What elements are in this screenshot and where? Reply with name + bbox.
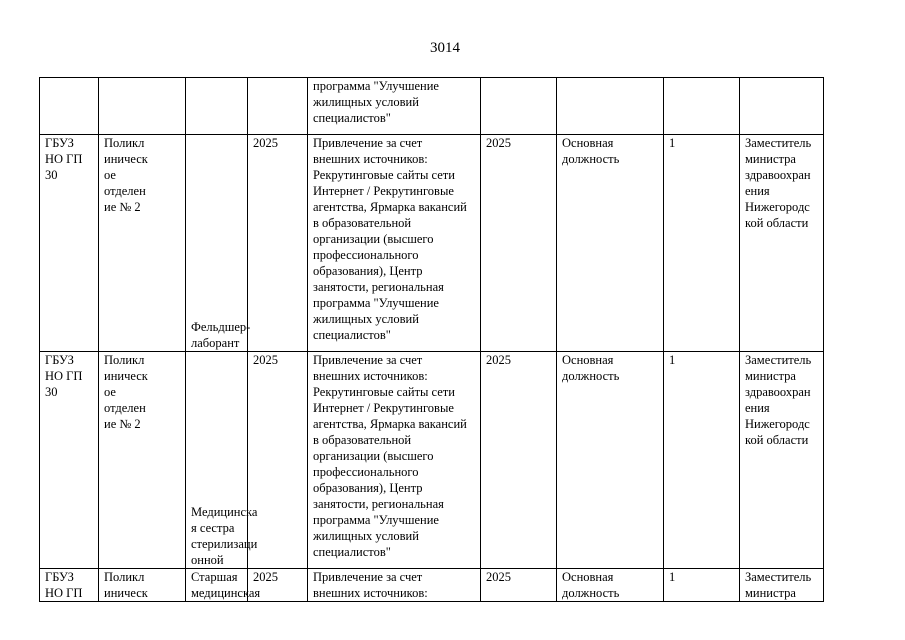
deadline-cell: 2025	[481, 135, 557, 352]
year-cell	[248, 78, 308, 135]
position-cell: Фельдшер- лаборант	[186, 135, 248, 352]
org-cell: ГБУЗ НО ГП 30	[40, 352, 99, 569]
year-cell: 2025	[248, 569, 308, 602]
count-cell: 1	[664, 352, 740, 569]
responsible-cell: Заместитель министра	[740, 569, 824, 602]
staffing-plan-table	[39, 77, 824, 602]
deadline-cell: 2025	[481, 352, 557, 569]
position-cell: Старшая медицинская	[186, 569, 248, 602]
measures-cell: Привлечение за счет внешних источников: Рекрутинговые сайты сети Интернет / Рекрутинговые агентства, Ярмарка вакансий в образовательной организации (высшего профессионального образования), Центр занятости, региональная программа "Улучшение жилищных условий специалистов"	[308, 352, 481, 569]
position-cell	[186, 78, 248, 135]
table-row	[40, 78, 824, 135]
division-cell: Поликл иническ ое отделен ие № 2	[99, 352, 186, 569]
job-type-cell	[557, 78, 664, 135]
count-cell: 1	[664, 135, 740, 352]
table-row	[40, 569, 824, 602]
division-cell	[99, 78, 186, 135]
measures-cell: Привлечение за счет внешних источников: Рекрутинговые сайты сети Интернет / Рекрутинговые агентства, Ярмарка вакансий в образовательной организации (высшего профессионального образования), Центр занятости, региональная программа "Улучшение жилищных условий специалистов"	[308, 135, 481, 352]
table-row	[40, 352, 824, 569]
year-cell: 2025	[248, 352, 308, 569]
responsible-cell	[740, 78, 824, 135]
count-cell	[664, 78, 740, 135]
deadline-cell: 2025	[481, 569, 557, 602]
org-cell: ГБУЗ НО ГП	[40, 569, 99, 602]
responsible-cell: Заместитель министра здравоохран ения Нижегородс кой области	[740, 135, 824, 352]
count-cell: 1	[664, 569, 740, 602]
deadline-cell	[481, 78, 557, 135]
division-cell: Поликл иническ ое отделен ие № 2	[99, 135, 186, 352]
measures-cell: Привлечение за счет внешних источников:	[308, 569, 481, 602]
table-row	[40, 135, 824, 352]
org-cell: ГБУЗ НО ГП 30	[40, 135, 99, 352]
year-cell: 2025	[248, 135, 308, 352]
job-type-cell: Основная должность	[557, 352, 664, 569]
measures-cell: программа "Улучшение жилищных условий специалистов"	[308, 78, 481, 135]
position-cell: Медицинска я сестра стерилизаци онной	[186, 352, 248, 569]
responsible-cell: Заместитель министра здравоохран ения Нижегородс кой области	[740, 352, 824, 569]
org-cell	[40, 78, 99, 135]
page-number: 3014	[430, 40, 460, 56]
division-cell: Поликл иническ	[99, 569, 186, 602]
job-type-cell: Основная должность	[557, 569, 664, 602]
job-type-cell: Основная должность	[557, 135, 664, 352]
